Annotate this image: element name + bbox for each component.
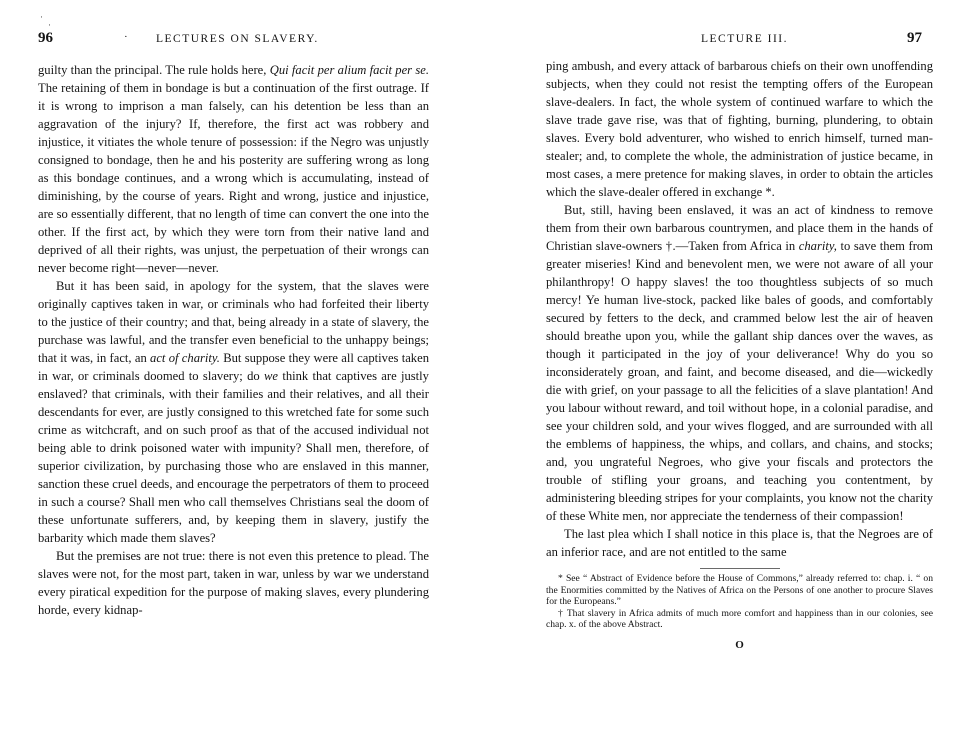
footnote: * See “ Abstract of Evidence before the House of Commons,” already referred to: chap. i. “ on the Enormities committed by the Natives of Africa on the Persons of one another to procure Slaves for the Europeans.” [546,573,933,607]
footnote-rule [700,568,780,569]
signature-mark: O [735,638,744,651]
footnote: † That slavery in Africa admits of much more comfort and happiness than in our colonies, see chap. x. of the above Abstract. [546,607,933,630]
paragraph: But it has been said, in apology for the system, that the slaves were originally captives taken in war, or criminals who had forfeited their liberty to the justice of their country; and that, being already in a state of slavery, the purchase was lawful, and the transfer even beneficial to the unhappy beings; that it was, in fact, an act of charity. But suppose they were all captives taken in war, or criminals doomed to slavery; do we think that captives are justly enslaved? that criminals, with their families and their relatives, and all their descendants for ever, are justly consigned to this wretched fate for some such crime as witchcraft, and on such proof as that of the accused individual not being able to drink poisoned water with impunity? Shall men, therefore, of superior civilization, by purchasing those who are enslaved in this manner, sanction these cruel deeds, and encourage the perpetrators of them to proceed in such a course? Shall men who call themselves Christians seal the doom of these unfortunate sufferers, and, by keeping them in slavery, justify the barbarity which made them slaves? [38,279,429,545]
right-page-header [546,30,922,53]
emphasis: we [264,369,279,383]
paragraph: But, still, having been enslaved, it was an act of kindness to remove them from their own barbarous countrymen, and place them in the hands of Christian slave-owners †.—Taken from Africa in charity, to save them from greater miseries! Kind and benevolent men, we were not aware of all your philanthropy! O happy slaves! the too thoughtless subjects of so much mercy! Ye human live-stock, packed like bales of goods, and comfortably secured by fetters to the deck, and crammed below lest the air of heaven should breathe upon you, while the gallant ship dances over the waves, as though it participated in the joy of your deliverance! Why do you so inconsiderately groan, and faint, and become diseased, and die—wickedly die with grief, on your passage to all the felicities of a slave plantation! And you labour without reward, and toil without hope, in a colonial paradise, and see your children sold, and your wives flogged, and are surrounded with all the emblems of happiness, the whips, and collars, and chains, and stocks; and, you ungrateful Negroes, who give your fiscals and protectors the trouble of stifling your groans, and teaching you contentment, by administering bleeding stripes for your complaints, you know not the charity of these White men, nor appreciate the tenderness of their compassion! [546,203,933,523]
paragraph: ping ambush, and every attack of barbarous chiefs on their own unoffending subjects, when they could not resist the tempting offers of the European slave-dealers. In fact, the whole system of continued warfare to which the slave trade gave rise, was that of fighting, burning, plundering, to obtain slaves. Every bold adventurer, who wished to enrich himself, turned man-stealer; and, to complete the whole, the administration of justice became, in most cases, a mere pretence for making slaves, in order to obtain the articles which the slave-dealer offered in exchange *. [546,59,933,199]
left-page-header [38,30,438,53]
right-page-body [546,57,933,654]
page-number: 96 [38,30,53,46]
emphasis: charity, [798,239,837,253]
page-number: 97 [907,30,922,46]
latin-maxim: Qui facit per alium facit per se. [269,63,430,77]
footnotes [546,573,933,631]
right-page [490,0,980,748]
paragraph: But the premises are not true: there is not even this pretence to plead. The slaves were not, for the most part, taken in war, unless by war we understand every piratical expedition for the purpose of making slaves, every plundering horde, every kidnap- [38,549,429,617]
paragraph: guilty than the principal. The rule holds here, Qui facit per alium facit per se. The retaining of them in bondage is but a continuation of the first outrage. If it is wrong to imprison a man falsely, can his detention be less than an aggravation of the injury? If, therefore, the first act was robbery and injustice, it vitiates the whole tenure of possession: if the Negro was unjustly consigned to bondage, then he and his posterity are suffering wrong as long as this bondage continues, and a wrong which is accumulating, instead of diminishing, by the course of years. Right and wrong, justice and injustice, are so essentially different, that no length of time can convert the one into the other. If the first act, by which they were torn from their native land and deprived of all their rights, was unjust, the perpetuation of their wrongs can never become right—never—never. [38,63,430,275]
print-speck: · [48,20,51,30]
left-page-body [38,61,429,619]
emphasis: act of charity. [150,351,220,365]
running-head: LECTURES ON SLAVERY. [156,33,319,45]
running-head: LECTURE III. [701,33,788,45]
print-speck: · [40,12,43,22]
header-dot: · [124,31,130,43]
paragraph: The last plea which I shall notice in this place is, that the Negroes are of an inferior race, and are not entitled to the same [546,527,933,559]
